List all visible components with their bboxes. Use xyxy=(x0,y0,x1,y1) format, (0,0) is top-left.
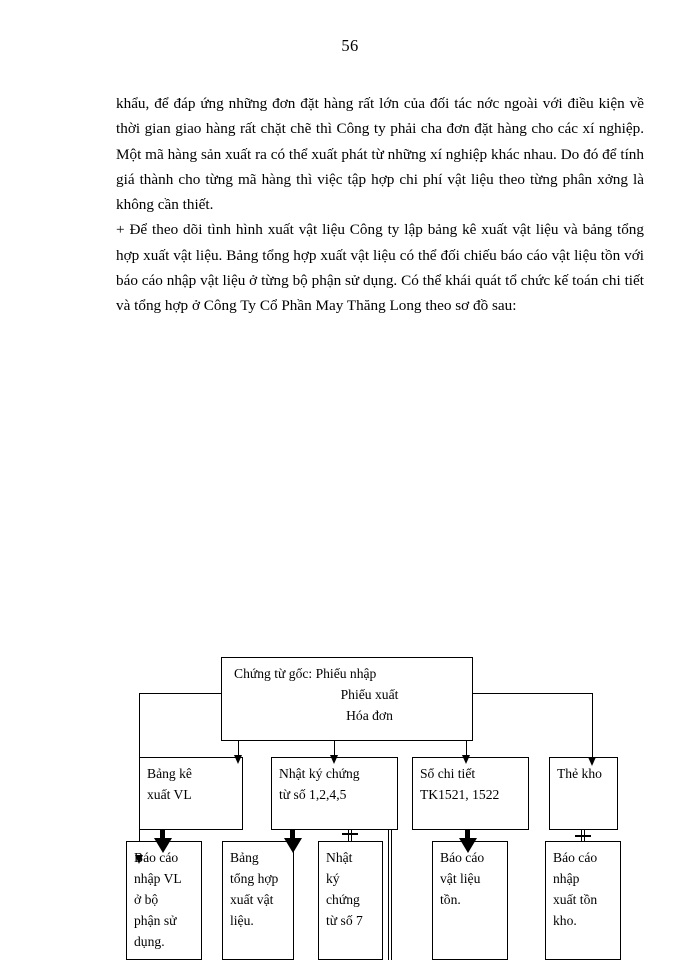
bao-cao-ton-line-2: vật liệu xyxy=(440,871,481,886)
bao-cao-nxt-line-1: Báo cáo xyxy=(553,850,598,865)
bao-cao-nxt-line-2: nhập xyxy=(553,871,580,886)
arrowhead-to-nhat-ky xyxy=(330,755,338,764)
bao-cao-nhap-line-2: nhập VL xyxy=(134,871,182,886)
diagram-node-so-chi-tiet xyxy=(412,757,529,830)
arrowhead-to-bao-cao-nhap-vl xyxy=(135,855,143,864)
bang-tong-hop-line-4: liệu. xyxy=(230,913,254,928)
terminator-nhat-ky-7 xyxy=(342,833,358,835)
nhat-ky-line-1: Nhật ký chứng xyxy=(279,766,360,781)
nhat-ky-line-2: từ số 1,2,4,5 xyxy=(279,787,347,802)
arrowhead-to-bang-ke xyxy=(234,755,242,764)
so-chi-tiet-line-1: Sổ chi tiết xyxy=(420,766,476,781)
arrowhead-nhat-ky-to-bang-tong-hop xyxy=(284,838,302,853)
diagram-node-bao-cao-nhap-xuat-ton-kho xyxy=(545,841,621,960)
diagram-node-bang-ke-xuat-vl xyxy=(139,757,243,830)
arrowhead-to-so-chi-tiet xyxy=(462,755,470,764)
bang-tong-hop-line-3: xuất vật xyxy=(230,892,274,907)
the-kho-line-1: Thẻ kho xyxy=(557,766,602,781)
nhat-ky-7-line-3: chứng xyxy=(326,892,360,907)
nhat-ky-7-line-2: ký xyxy=(326,871,340,886)
bao-cao-nxt-line-4: kho. xyxy=(553,913,577,928)
diagram-node-the-kho xyxy=(549,757,618,830)
bao-cao-ton-line-1: Báo cáo xyxy=(440,850,485,865)
terminator-bao-cao-nxt xyxy=(575,835,591,837)
diagram-node-bang-tong-hop-xuat xyxy=(222,841,294,960)
arrowhead-bang-ke-to-bao-cao-nhap xyxy=(154,838,172,853)
page-number: 56 xyxy=(341,36,359,55)
bang-tong-hop-line-1: Bảng xyxy=(230,850,259,865)
nhat-ky-7-line-1: Nhật xyxy=(326,850,353,865)
paragraph-2: + Để theo dõi tình hình xuất vật liệu Công ty lập bảng kê xuất vật liệu và bảng tổng hợp xuất vật liệu. Bảng tổng hợp xuất vật liệu có thể đối chiếu báo cáo vật liệu tồn với báo cáo nhập vật liệu ở từng bộ phận sử dụng. Có thể khái quát tổ chức kế toán chi tiết và tổng hợp ở Công Ty Cổ Phần May Thăng Long theo sơ đồ sau: xyxy=(116,221,644,315)
bao-cao-nxt-line-3: xuất tồn xyxy=(553,892,598,907)
bang-tong-hop-line-2: tổng hợp xyxy=(230,871,279,886)
arrowhead-to-the-kho xyxy=(588,757,596,766)
bang-ke-line-1: Bảng kê xyxy=(147,766,192,781)
diagram-node-source-documents xyxy=(221,657,473,741)
bao-cao-nhap-line-1: Báo cáo xyxy=(134,850,179,865)
diagram-node-nhat-ky-chung-tu-1245 xyxy=(271,757,398,830)
nhat-ky-7-line-4: từ số 7 xyxy=(326,913,363,928)
source-line-1: Chứng từ gốc: Phiếu nhập xyxy=(234,666,377,681)
source-line-3: Hóa đơn xyxy=(346,708,393,723)
bao-cao-nhap-line-3: ở bộ xyxy=(134,892,159,907)
bao-cao-ton-line-3: tồn. xyxy=(440,892,461,907)
bang-ke-line-2: xuất VL xyxy=(147,787,192,802)
paragraph-1: khẩu, để đáp ứng những đơn đặt hàng rất lớn của đối tác nớc ngoài với điều kiện về thời gian giao hàng rất chặt chẽ thì Công ty phải cha đơn đặt hàng cho các xí nghiệp. Một mã hàng sản xuất ra có thể xuất phát từ những xí nghiệp khác nhau. Do đó để tính giá thành cho từng mã hàng thì việc tập hợp chi phí vật liệu theo từng phân xởng là không cần thiết. xyxy=(116,95,644,214)
so-chi-tiet-line-2: TK1521, 1522 xyxy=(420,787,500,802)
bao-cao-nhap-line-5: dụng. xyxy=(134,934,165,949)
arrowhead-so-chi-tiet-to-bao-cao-ton xyxy=(459,838,477,853)
diagram-node-nhat-ky-chung-tu-7 xyxy=(318,841,383,960)
bao-cao-nhap-line-4: phận sử xyxy=(134,913,177,928)
connector-bus-left xyxy=(139,693,221,694)
source-line-2: Phiếu xuất xyxy=(340,687,399,702)
diagram-node-bao-cao-vat-lieu-ton xyxy=(432,841,508,960)
connector-bus-right xyxy=(473,693,592,694)
connector-right-drop xyxy=(592,693,593,765)
